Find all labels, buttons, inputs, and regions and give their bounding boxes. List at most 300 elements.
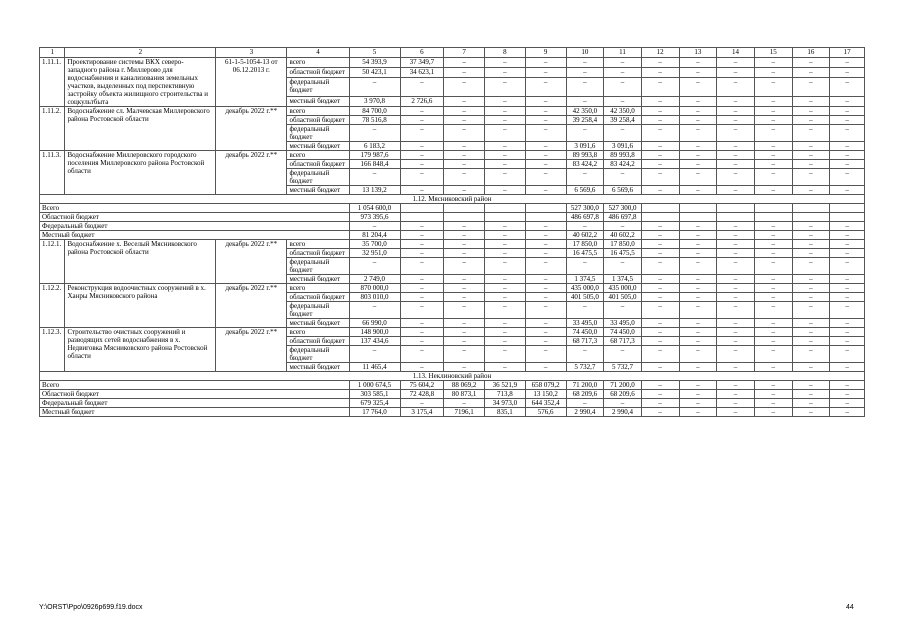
amount-cell: 34 623,1	[400, 68, 444, 78]
funding-source-label: федеральный бюджет	[287, 346, 349, 363]
amount-cell: –	[444, 222, 485, 231]
column-number-header: 4	[287, 48, 349, 58]
funding-source-label: областной бюджет	[287, 160, 349, 169]
amount-cell: –	[400, 142, 444, 151]
amount-cell: –	[830, 346, 865, 363]
amount-cell: 486 697,8	[566, 213, 604, 222]
amount-cell: 42 350,0	[566, 107, 604, 116]
amount-cell: –	[641, 399, 679, 408]
amount-cell: –	[444, 275, 485, 284]
amount-cell: 68 717,3	[604, 337, 642, 346]
amount-cell: –	[717, 293, 755, 302]
amount-cell: –	[604, 78, 642, 97]
amount-cell: –	[830, 240, 865, 249]
amount-cell: 71 200,0	[566, 381, 604, 390]
amount-cell: –	[717, 284, 755, 293]
total-row	[40, 222, 865, 231]
amount-cell: –	[792, 390, 830, 399]
amount-cell: –	[679, 222, 717, 231]
amount-cell: –	[604, 169, 642, 186]
amount-cell: –	[525, 284, 566, 293]
amount-cell: 179 987,6	[349, 151, 400, 160]
amount-cell	[792, 213, 830, 222]
amount-cell: –	[792, 399, 830, 408]
amount-cell: –	[349, 78, 400, 97]
amount-cell: –	[830, 337, 865, 346]
amount-cell: –	[641, 249, 679, 258]
amount-cell: –	[485, 169, 526, 186]
amount-cell: –	[754, 107, 792, 116]
total-row	[40, 390, 865, 399]
amount-cell: –	[792, 96, 830, 106]
amount-cell: –	[754, 284, 792, 293]
amount-cell: –	[679, 186, 717, 195]
amount-cell: –	[830, 302, 865, 319]
amount-cell: –	[444, 293, 485, 302]
amount-cell: –	[830, 96, 865, 106]
amount-cell: –	[485, 319, 526, 328]
column-number-header: 12	[641, 48, 679, 58]
amount-cell: –	[717, 249, 755, 258]
amount-cell: –	[400, 222, 444, 231]
total-label: Федеральный бюджет	[40, 222, 350, 231]
amount-cell: –	[679, 68, 717, 78]
amount-cell: –	[400, 275, 444, 284]
budget-table-sheet	[39, 47, 865, 417]
total-row	[40, 204, 865, 213]
column-number-header: 9	[525, 48, 566, 58]
amount-cell: –	[830, 249, 865, 258]
amount-cell: 401 505,0	[566, 293, 604, 302]
amount-cell: –	[525, 363, 566, 372]
amount-cell: –	[830, 319, 865, 328]
amount-cell: 166 848,4	[349, 160, 400, 169]
item-code: 1.11.3.	[40, 151, 65, 195]
funding-source-label: местный бюджет	[287, 186, 349, 195]
table-row	[40, 151, 865, 160]
amount-cell: 37 349,7	[400, 58, 444, 68]
funding-source-label: всего	[287, 107, 349, 116]
amount-cell: 83 424,2	[566, 160, 604, 169]
amount-cell: –	[566, 169, 604, 186]
column-number-header: 6	[400, 48, 444, 58]
item-code: 1.11.2.	[40, 107, 65, 151]
table-row	[40, 328, 865, 337]
amount-cell: –	[485, 284, 526, 293]
amount-cell: –	[444, 107, 485, 116]
funding-source-label: федеральный бюджет	[287, 258, 349, 275]
amount-cell: –	[566, 399, 604, 408]
amount-cell: –	[792, 78, 830, 97]
section-title: 1.13. Неклиновский район	[40, 372, 865, 381]
amount-cell: –	[444, 231, 485, 240]
column-number-header: 3	[216, 48, 287, 58]
amount-cell: –	[792, 107, 830, 116]
amount-cell: –	[792, 319, 830, 328]
amount-cell: –	[525, 222, 566, 231]
amount-cell: –	[754, 240, 792, 249]
amount-cell: –	[717, 107, 755, 116]
amount-cell: –	[717, 68, 755, 78]
amount-cell: –	[679, 337, 717, 346]
amount-cell: 435 000,0	[566, 284, 604, 293]
amount-cell: –	[400, 169, 444, 186]
amount-cell: –	[444, 68, 485, 78]
amount-cell	[717, 204, 755, 213]
funding-source-label: областной бюджет	[287, 337, 349, 346]
amount-cell: –	[641, 328, 679, 337]
amount-cell: –	[754, 231, 792, 240]
amount-cell: –	[830, 293, 865, 302]
amount-cell: –	[717, 319, 755, 328]
amount-cell: –	[485, 107, 526, 116]
item-deadline: декабрь 2022 г.**	[216, 328, 287, 372]
funding-source-label: федеральный бюджет	[287, 78, 349, 97]
amount-cell: –	[754, 337, 792, 346]
amount-cell: –	[444, 151, 485, 160]
amount-cell: –	[641, 107, 679, 116]
amount-cell: –	[792, 258, 830, 275]
amount-cell: 33 495,0	[604, 319, 642, 328]
amount-cell: 2 990,4	[604, 408, 642, 417]
amount-cell: –	[400, 258, 444, 275]
amount-cell: 84 700,0	[349, 107, 400, 116]
amount-cell: –	[792, 160, 830, 169]
amount-cell: –	[792, 68, 830, 78]
funding-source-label: федеральный бюджет	[287, 169, 349, 186]
amount-cell: –	[525, 231, 566, 240]
amount-cell: –	[792, 186, 830, 195]
amount-cell: –	[830, 78, 865, 97]
amount-cell: 17 850,0	[566, 240, 604, 249]
amount-cell: –	[485, 302, 526, 319]
amount-cell: –	[679, 249, 717, 258]
funding-source-label: областной бюджет	[287, 293, 349, 302]
amount-cell: 3 091,6	[604, 142, 642, 151]
amount-cell: –	[641, 68, 679, 78]
amount-cell: –	[525, 58, 566, 68]
item-name: Проектирование системы ВКХ северо-западного района г. Миллерово для водоснабжения и канализования земельных участков, выделенных под перспективную застройку объекта жилищного строительства и соцкультбыта	[65, 58, 216, 107]
amount-cell: –	[485, 222, 526, 231]
amount-cell: –	[641, 319, 679, 328]
amount-cell: –	[717, 142, 755, 151]
table-row	[40, 107, 865, 116]
column-number-header: 7	[444, 48, 485, 58]
table-row	[40, 284, 865, 293]
amount-cell: –	[400, 186, 444, 195]
amount-cell: –	[754, 328, 792, 337]
amount-cell: –	[566, 222, 604, 231]
amount-cell: –	[679, 302, 717, 319]
amount-cell: 527 300,0	[604, 204, 642, 213]
amount-cell	[400, 213, 444, 222]
column-number-header: 5	[349, 48, 400, 58]
amount-cell: –	[566, 78, 604, 97]
amount-cell: –	[754, 363, 792, 372]
amount-cell: –	[525, 78, 566, 97]
amount-cell: –	[525, 293, 566, 302]
amount-cell: 7196,1	[444, 408, 485, 417]
amount-cell: 50 423,1	[349, 68, 400, 78]
amount-cell: –	[444, 142, 485, 151]
amount-cell: –	[641, 116, 679, 125]
item-deadline: декабрь 2022 г.**	[216, 107, 287, 151]
header-row	[40, 48, 865, 58]
amount-cell: –	[641, 169, 679, 186]
amount-cell: –	[717, 363, 755, 372]
item-name: Водоснабжение Миллеровского городского поселения Миллеровского района Ростовской области	[65, 151, 216, 195]
amount-cell: 33 495,0	[566, 319, 604, 328]
amount-cell: –	[566, 302, 604, 319]
amount-cell: –	[641, 186, 679, 195]
amount-cell	[792, 204, 830, 213]
amount-cell: –	[679, 58, 717, 68]
amount-cell: –	[525, 249, 566, 258]
amount-cell: –	[830, 258, 865, 275]
item-name: Реконструкция водоочистных сооружений в х. Ханры Мясниковского района	[65, 284, 216, 328]
table-row	[40, 58, 865, 68]
item-code: 1.12.2.	[40, 284, 65, 328]
item-deadline: 61-1-5-1054-13 от 06.12.2013 г.	[216, 58, 287, 107]
amount-cell: –	[641, 284, 679, 293]
amount-cell: –	[400, 346, 444, 363]
amount-cell: 870 000,0	[349, 284, 400, 293]
amount-cell: 74 450,0	[604, 328, 642, 337]
amount-cell: –	[717, 231, 755, 240]
amount-cell: 16 475,5	[566, 249, 604, 258]
section-title: 1.12. Мясниковский район	[40, 195, 865, 204]
amount-cell: –	[754, 302, 792, 319]
funding-source-label: всего	[287, 58, 349, 68]
amount-cell	[641, 204, 679, 213]
amount-cell: –	[754, 319, 792, 328]
amount-cell: –	[830, 284, 865, 293]
amount-cell: –	[830, 169, 865, 186]
funding-source-label: всего	[287, 328, 349, 337]
funding-source-label: областной бюджет	[287, 116, 349, 125]
amount-cell: –	[444, 186, 485, 195]
item-name: Водоснабжение х. Веселый Мясниковского района Ростовской области	[65, 240, 216, 284]
amount-cell: 71 200,0	[604, 381, 642, 390]
amount-cell: –	[717, 96, 755, 106]
amount-cell: –	[349, 302, 400, 319]
column-number-header: 15	[754, 48, 792, 58]
amount-cell: –	[641, 160, 679, 169]
amount-cell: –	[717, 275, 755, 284]
amount-cell: –	[717, 337, 755, 346]
total-label: Местный бюджет	[40, 231, 350, 240]
amount-cell: –	[604, 302, 642, 319]
amount-cell: –	[717, 78, 755, 97]
amount-cell: 89 993,8	[604, 151, 642, 160]
amount-cell: –	[679, 78, 717, 97]
amount-cell: –	[679, 231, 717, 240]
amount-cell: –	[444, 337, 485, 346]
amount-cell: 36 521,9	[485, 381, 526, 390]
amount-cell: –	[485, 68, 526, 78]
amount-cell: –	[792, 408, 830, 417]
amount-cell: –	[754, 169, 792, 186]
amount-cell: –	[717, 160, 755, 169]
amount-cell: –	[525, 275, 566, 284]
amount-cell: –	[754, 346, 792, 363]
total-row	[40, 381, 865, 390]
amount-cell: –	[717, 399, 755, 408]
amount-cell: –	[485, 363, 526, 372]
amount-cell	[444, 213, 485, 222]
amount-cell: –	[641, 78, 679, 97]
amount-cell: 5 732,7	[604, 363, 642, 372]
amount-cell: –	[641, 275, 679, 284]
amount-cell	[485, 213, 526, 222]
amount-cell: –	[754, 381, 792, 390]
amount-cell: 81 204,4	[349, 231, 400, 240]
amount-cell: –	[566, 346, 604, 363]
amount-cell: –	[717, 258, 755, 275]
amount-cell: 68 209,6	[604, 390, 642, 399]
amount-cell: –	[444, 160, 485, 169]
amount-cell: –	[792, 231, 830, 240]
amount-cell: 658 079,2	[525, 381, 566, 390]
amount-cell: 6 569,6	[566, 186, 604, 195]
amount-cell: 66 990,0	[349, 319, 400, 328]
funding-source-label: всего	[287, 240, 349, 249]
amount-cell: –	[792, 346, 830, 363]
amount-cell: 2 749,0	[349, 275, 400, 284]
item-name: Водоснабжение сл. Малчевская Миллеровского района Ростовской области	[65, 107, 216, 151]
amount-cell: –	[830, 399, 865, 408]
amount-cell: –	[485, 258, 526, 275]
amount-cell: 80 873,1	[444, 390, 485, 399]
amount-cell: –	[485, 116, 526, 125]
amount-cell	[830, 204, 865, 213]
amount-cell: –	[754, 96, 792, 106]
total-label: Всего	[40, 204, 350, 213]
amount-cell: –	[792, 284, 830, 293]
amount-cell: –	[525, 68, 566, 78]
amount-cell: –	[400, 240, 444, 249]
amount-cell: 3 175,4	[400, 408, 444, 417]
amount-cell: 78 516,8	[349, 116, 400, 125]
amount-cell: 303 585,1	[349, 390, 400, 399]
amount-cell: –	[792, 337, 830, 346]
section-heading-row	[40, 372, 865, 381]
amount-cell: 6 569,6	[604, 186, 642, 195]
amount-cell: –	[525, 107, 566, 116]
amount-cell: –	[754, 249, 792, 258]
amount-cell: –	[717, 302, 755, 319]
amount-cell: 13 139,2	[349, 186, 400, 195]
amount-cell: –	[792, 222, 830, 231]
amount-cell: –	[444, 399, 485, 408]
amount-cell: –	[349, 125, 400, 142]
amount-cell: 39 258,4	[604, 116, 642, 125]
column-number-header: 2	[65, 48, 216, 58]
amount-cell: –	[485, 328, 526, 337]
amount-cell: –	[349, 169, 400, 186]
amount-cell: –	[400, 116, 444, 125]
section-heading-row	[40, 195, 865, 204]
budget-table	[39, 47, 865, 417]
amount-cell: 435 000,0	[604, 284, 642, 293]
amount-cell: –	[717, 58, 755, 68]
amount-cell: 40 602,2	[566, 231, 604, 240]
amount-cell: –	[717, 186, 755, 195]
amount-cell: –	[485, 249, 526, 258]
amount-cell: –	[679, 240, 717, 249]
amount-cell: –	[792, 151, 830, 160]
amount-cell: 3 970,8	[349, 96, 400, 106]
amount-cell: –	[754, 142, 792, 151]
column-number-header: 8	[485, 48, 526, 58]
amount-cell	[400, 204, 444, 213]
amount-cell: –	[679, 96, 717, 106]
amount-cell: –	[400, 337, 444, 346]
amount-cell: –	[717, 346, 755, 363]
total-row	[40, 213, 865, 222]
amount-cell: –	[754, 151, 792, 160]
amount-cell: –	[830, 390, 865, 399]
amount-cell: –	[485, 58, 526, 68]
amount-cell: –	[679, 169, 717, 186]
amount-cell: –	[400, 399, 444, 408]
amount-cell: 17 764,0	[349, 408, 400, 417]
item-code: 1.12.1.	[40, 240, 65, 284]
amount-cell: –	[830, 381, 865, 390]
amount-cell: –	[525, 302, 566, 319]
amount-cell: –	[830, 231, 865, 240]
amount-cell: –	[754, 275, 792, 284]
amount-cell: –	[400, 284, 444, 293]
amount-cell: –	[830, 58, 865, 68]
amount-cell: –	[754, 125, 792, 142]
amount-cell: –	[400, 231, 444, 240]
amount-cell: –	[641, 390, 679, 399]
amount-cell	[444, 204, 485, 213]
amount-cell: 679 325,4	[349, 399, 400, 408]
amount-cell: 17 850,0	[604, 240, 642, 249]
amount-cell: –	[679, 328, 717, 337]
amount-cell: –	[444, 78, 485, 97]
amount-cell: –	[679, 160, 717, 169]
amount-cell: –	[792, 116, 830, 125]
amount-cell: –	[485, 151, 526, 160]
amount-cell: 13 150,2	[525, 390, 566, 399]
amount-cell: –	[830, 363, 865, 372]
total-label: Местный бюджет	[40, 408, 350, 417]
amount-cell: 6 183,2	[349, 142, 400, 151]
amount-cell: –	[485, 275, 526, 284]
amount-cell: –	[717, 151, 755, 160]
amount-cell: –	[525, 346, 566, 363]
amount-cell: –	[525, 337, 566, 346]
funding-source-label: местный бюджет	[287, 363, 349, 372]
amount-cell: –	[754, 399, 792, 408]
amount-cell: –	[717, 222, 755, 231]
amount-cell: –	[792, 240, 830, 249]
total-row	[40, 231, 865, 240]
amount-cell: –	[830, 68, 865, 78]
amount-cell: 2 990,4	[566, 408, 604, 417]
amount-cell: –	[400, 302, 444, 319]
amount-cell: –	[792, 142, 830, 151]
amount-cell: –	[485, 125, 526, 142]
amount-cell: –	[566, 125, 604, 142]
total-label: Областной бюджет	[40, 390, 350, 399]
amount-cell	[717, 213, 755, 222]
amount-cell: –	[792, 381, 830, 390]
item-deadline: декабрь 2022 г.**	[216, 284, 287, 328]
